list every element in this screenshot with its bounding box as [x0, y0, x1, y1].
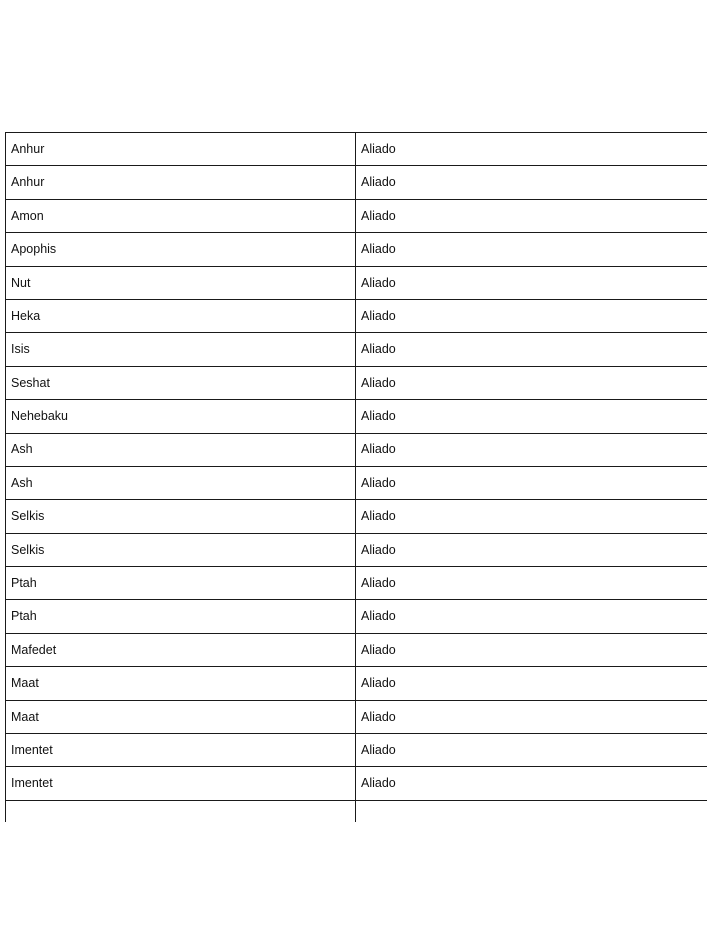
table-row — [6, 734, 708, 767]
name-cell: Ash — [6, 433, 356, 466]
table-row — [6, 633, 708, 666]
name-cell: Selkis — [6, 533, 356, 566]
table-row — [6, 433, 708, 466]
deity-table — [5, 132, 707, 822]
name-cell: Anhur — [6, 133, 356, 166]
table-row — [6, 133, 708, 166]
name-cell: Selkis — [6, 500, 356, 533]
status-cell: Aliado — [356, 166, 708, 199]
table-row — [6, 199, 708, 232]
name-cell: Anhur — [6, 166, 356, 199]
table-row — [6, 466, 708, 499]
status-cell: Aliado — [356, 366, 708, 399]
status-cell: Aliado — [356, 133, 708, 166]
table-row — [6, 600, 708, 633]
name-cell: Heka — [6, 299, 356, 332]
table-row — [6, 533, 708, 566]
table-row — [6, 233, 708, 266]
table-row — [6, 266, 708, 299]
table-row — [6, 700, 708, 733]
table-container — [5, 132, 707, 822]
status-cell: Aliado — [356, 533, 708, 566]
name-cell: Mafedet — [6, 633, 356, 666]
table-row — [6, 767, 708, 800]
table-row — [6, 800, 708, 822]
name-cell: Imentet — [6, 767, 356, 800]
status-cell — [356, 800, 708, 822]
name-cell: Maat — [6, 700, 356, 733]
table-body — [6, 133, 708, 823]
status-cell: Aliado — [356, 333, 708, 366]
table-row — [6, 366, 708, 399]
status-cell: Aliado — [356, 400, 708, 433]
table-row — [6, 500, 708, 533]
table-row — [6, 667, 708, 700]
status-cell: Aliado — [356, 266, 708, 299]
table-row — [6, 299, 708, 332]
status-cell: Aliado — [356, 299, 708, 332]
table-row — [6, 567, 708, 600]
status-cell: Aliado — [356, 700, 708, 733]
name-cell: Nehebaku — [6, 400, 356, 433]
name-cell: Imentet — [6, 734, 356, 767]
status-cell: Aliado — [356, 667, 708, 700]
status-cell: Aliado — [356, 600, 708, 633]
name-cell: Isis — [6, 333, 356, 366]
table-row — [6, 400, 708, 433]
table-row — [6, 166, 708, 199]
name-cell: Apophis — [6, 233, 356, 266]
status-cell: Aliado — [356, 500, 708, 533]
table-row — [6, 333, 708, 366]
status-cell: Aliado — [356, 734, 708, 767]
name-cell: Amon — [6, 199, 356, 232]
name-cell: Ptah — [6, 600, 356, 633]
status-cell: Aliado — [356, 233, 708, 266]
name-cell: Ptah — [6, 567, 356, 600]
status-cell: Aliado — [356, 433, 708, 466]
name-cell: Nut — [6, 266, 356, 299]
status-cell: Aliado — [356, 633, 708, 666]
status-cell: Aliado — [356, 199, 708, 232]
name-cell: Maat — [6, 667, 356, 700]
name-cell: Ash — [6, 466, 356, 499]
name-cell: Seshat — [6, 366, 356, 399]
status-cell: Aliado — [356, 767, 708, 800]
name-cell — [6, 800, 356, 822]
status-cell: Aliado — [356, 567, 708, 600]
status-cell: Aliado — [356, 466, 708, 499]
